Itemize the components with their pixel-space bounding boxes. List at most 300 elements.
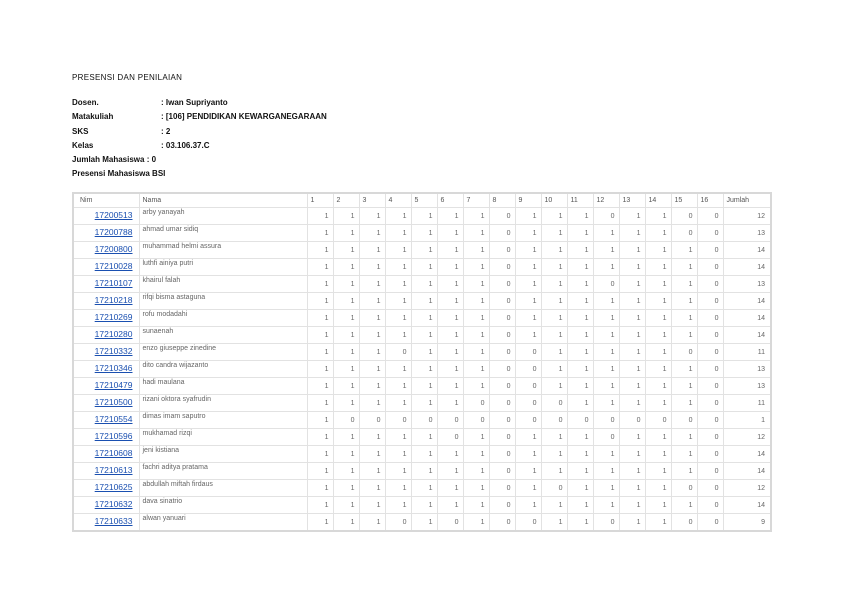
attendance-cell: 1 [541, 259, 567, 276]
kelas-row [72, 139, 327, 153]
attendance-cell: 1 [307, 412, 333, 429]
nim-cell [73, 429, 139, 446]
attendance-cell: 0 [697, 446, 723, 463]
nim-link[interactable]: 17210625 [94, 482, 133, 492]
nim-link[interactable]: 17210632 [94, 499, 133, 509]
attendance-cell: 1 [541, 463, 567, 480]
nim-link[interactable]: 17210028 [94, 261, 133, 271]
table-row [73, 208, 771, 225]
attendance-cell: 1 [411, 514, 437, 532]
attendance-cell: 1 [619, 497, 645, 514]
attendance-cell: 1 [307, 327, 333, 344]
attendance-cell: 1 [541, 361, 567, 378]
nama-cell: rizani oktora syafrudin [139, 395, 307, 412]
attendance-cell: 1 [437, 242, 463, 259]
column-header: Nim [73, 193, 139, 208]
attendance-cell: 1 [645, 514, 671, 532]
attendance-cell: 1 [437, 378, 463, 395]
attendance-cell: 1 [359, 514, 385, 532]
attendance-cell: 0 [697, 514, 723, 532]
attendance-cell: 1 [671, 276, 697, 293]
attendance-cell: 1 [437, 293, 463, 310]
attendance-cell: 1 [359, 463, 385, 480]
attendance-cell: 1 [645, 242, 671, 259]
attendance-cell: 0 [489, 395, 515, 412]
attendance-cell: 1 [411, 395, 437, 412]
attendance-cell: 1 [307, 361, 333, 378]
nim-link[interactable]: 17210269 [94, 312, 133, 322]
attendance-cell: 1 [619, 446, 645, 463]
nim-cell [73, 208, 139, 225]
kelas-label: Kelas [72, 140, 94, 150]
attendance-cell: 1 [645, 259, 671, 276]
attendance-cell: 0 [489, 446, 515, 463]
attendance-cell: 1 [333, 208, 359, 225]
jumlah-cell: 14 [723, 259, 771, 276]
attendance-cell: 1 [619, 344, 645, 361]
attendance-cell: 1 [411, 429, 437, 446]
attendance-cell: 1 [541, 276, 567, 293]
column-header: 10 [541, 193, 567, 208]
attendance-cell: 0 [489, 344, 515, 361]
nim-cell [73, 497, 139, 514]
attendance-cell: 1 [307, 463, 333, 480]
attendance-cell: 0 [593, 412, 619, 429]
course-info [72, 96, 327, 182]
nim-link[interactable]: 17210332 [94, 346, 133, 356]
attendance-cell: 0 [697, 429, 723, 446]
attendance-cell: 1 [463, 327, 489, 344]
jumlah-cell: 12 [723, 429, 771, 446]
attendance-cell: 1 [541, 378, 567, 395]
jumlah-cell: 14 [723, 310, 771, 327]
attendance-cell: 1 [515, 327, 541, 344]
attendance-cell: 1 [359, 225, 385, 242]
attendance-cell: 0 [489, 276, 515, 293]
attendance-cell: 0 [515, 361, 541, 378]
page-title: PRESENSI DAN PENILAIAN [72, 73, 183, 82]
table-row [73, 310, 771, 327]
attendance-cell: 1 [593, 259, 619, 276]
sks-value: : 2 [161, 126, 171, 136]
attendance-cell: 1 [671, 378, 697, 395]
attendance-cell: 1 [411, 225, 437, 242]
attendance-cell: 1 [567, 378, 593, 395]
attendance-cell: 1 [463, 344, 489, 361]
attendance-cell: 0 [697, 293, 723, 310]
nama-cell: rofu modadahi [139, 310, 307, 327]
attendance-cell: 0 [671, 480, 697, 497]
attendance-cell: 0 [541, 412, 567, 429]
attendance-cell: 1 [645, 327, 671, 344]
attendance-cell: 1 [645, 276, 671, 293]
attendance-cell: 1 [411, 361, 437, 378]
attendance-cell: 0 [671, 208, 697, 225]
nim-link[interactable]: 17210280 [94, 329, 133, 339]
nim-link[interactable]: 17210218 [94, 295, 133, 305]
attendance-cell: 1 [515, 276, 541, 293]
table-row [73, 293, 771, 310]
attendance-cell: 0 [489, 412, 515, 429]
attendance-cell: 0 [697, 412, 723, 429]
attendance-cell: 1 [567, 225, 593, 242]
attendance-cell: 1 [437, 310, 463, 327]
attendance-cell: 0 [359, 412, 385, 429]
attendance-cell: 1 [385, 276, 411, 293]
attendance-cell: 0 [437, 412, 463, 429]
attendance-cell: 1 [437, 327, 463, 344]
attendance-cell: 1 [515, 208, 541, 225]
nim-link[interactable]: 17210554 [94, 414, 133, 424]
attendance-cell: 0 [697, 327, 723, 344]
attendance-cell: 1 [619, 395, 645, 412]
attendance-cell: 1 [333, 310, 359, 327]
attendance-cell: 1 [567, 327, 593, 344]
jumlah-cell: 13 [723, 361, 771, 378]
attendance-cell: 0 [593, 276, 619, 293]
table-row [73, 259, 771, 276]
attendance-cell: 1 [437, 361, 463, 378]
attendance-cell: 1 [541, 514, 567, 532]
attendance-cell: 1 [437, 395, 463, 412]
attendance-cell: 1 [333, 344, 359, 361]
table-row [73, 242, 771, 259]
attendance-cell: 0 [697, 497, 723, 514]
nim-cell [73, 395, 139, 412]
attendance-cell: 1 [515, 446, 541, 463]
attendance-cell: 1 [463, 293, 489, 310]
attendance-cell: 1 [515, 225, 541, 242]
attendance-cell: 0 [437, 514, 463, 532]
attendance-cell: 0 [489, 514, 515, 532]
attendance-cell: 1 [385, 327, 411, 344]
attendance-cell: 1 [619, 293, 645, 310]
nama-cell: fachri aditya pratama [139, 463, 307, 480]
attendance-cell: 1 [515, 497, 541, 514]
table-row [73, 327, 771, 344]
attendance-cell: 1 [541, 293, 567, 310]
attendance-cell: 1 [463, 276, 489, 293]
dosen-row [72, 96, 327, 110]
attendance-cell: 1 [619, 259, 645, 276]
attendance-cell: 1 [515, 429, 541, 446]
attendance-cell: 1 [645, 344, 671, 361]
attendance-cell: 1 [307, 378, 333, 395]
nim-link[interactable]: 17200800 [94, 244, 133, 254]
attendance-cell: 1 [671, 293, 697, 310]
attendance-cell: 0 [489, 361, 515, 378]
attendance-cell: 0 [489, 293, 515, 310]
attendance-cell: 1 [541, 429, 567, 446]
attendance-cell: 1 [671, 259, 697, 276]
attendance-cell: 1 [411, 208, 437, 225]
column-header: Nama [139, 193, 307, 208]
column-header: 11 [567, 193, 593, 208]
attendance-cell: 1 [541, 446, 567, 463]
jumlah-cell: 13 [723, 378, 771, 395]
attendance-cell: 1 [333, 463, 359, 480]
column-header: 9 [515, 193, 541, 208]
attendance-cell: 1 [307, 344, 333, 361]
attendance-cell: 1 [671, 310, 697, 327]
nim-link[interactable]: 17210596 [94, 431, 133, 441]
attendance-cell: 1 [645, 395, 671, 412]
attendance-cell: 1 [333, 446, 359, 463]
attendance-cell: 1 [645, 446, 671, 463]
attendance-cell: 0 [697, 242, 723, 259]
attendance-cell: 1 [333, 225, 359, 242]
attendance-cell: 1 [567, 259, 593, 276]
attendance-cell: 1 [307, 310, 333, 327]
jumlah-mahasiswa-row [72, 153, 327, 167]
attendance-cell: 0 [697, 395, 723, 412]
attendance-cell: 1 [567, 310, 593, 327]
nim-link[interactable]: 17200788 [94, 227, 133, 237]
attendance-cell: 1 [463, 446, 489, 463]
nim-cell [73, 327, 139, 344]
attendance-cell: 1 [619, 378, 645, 395]
attendance-cell: 1 [463, 497, 489, 514]
nim-link[interactable]: 17210107 [94, 278, 133, 288]
attendance-cell: 0 [333, 412, 359, 429]
attendance-cell: 1 [307, 225, 333, 242]
attendance-cell: 1 [437, 344, 463, 361]
attendance-cell: 1 [437, 497, 463, 514]
attendance-cell: 1 [411, 293, 437, 310]
attendance-cell: 1 [333, 259, 359, 276]
column-header: 2 [333, 193, 359, 208]
attendance-cell: 1 [593, 463, 619, 480]
attendance-cell: 0 [645, 412, 671, 429]
nim-link[interactable]: 17210479 [94, 380, 133, 390]
attendance-cell: 1 [411, 276, 437, 293]
dosen-label: Dosen. [72, 98, 99, 107]
attendance-cell: 1 [385, 395, 411, 412]
attendance-cell: 1 [411, 378, 437, 395]
attendance-cell: 0 [671, 514, 697, 532]
table-body [73, 208, 771, 532]
attendance-cell: 1 [671, 395, 697, 412]
table-row [73, 412, 771, 429]
attendance-cell: 0 [697, 225, 723, 242]
attendance-cell: 1 [463, 378, 489, 395]
attendance-cell: 0 [385, 412, 411, 429]
attendance-cell: 1 [671, 429, 697, 446]
table-row [73, 497, 771, 514]
attendance-cell: 0 [489, 225, 515, 242]
attendance-cell: 0 [541, 480, 567, 497]
attendance-cell: 1 [463, 480, 489, 497]
attendance-cell: 1 [541, 497, 567, 514]
attendance-cell: 1 [385, 225, 411, 242]
attendance-cell: 1 [619, 429, 645, 446]
attendance-cell: 1 [541, 225, 567, 242]
attendance-cell: 1 [671, 242, 697, 259]
attendance-cell: 0 [697, 259, 723, 276]
dosen-value: : Iwan Supriyanto [161, 98, 228, 107]
attendance-cell: 1 [437, 259, 463, 276]
nim-cell [73, 293, 139, 310]
attendance-cell: 0 [515, 412, 541, 429]
table-row [73, 395, 771, 412]
nama-cell: luthfi ainiya putri [139, 259, 307, 276]
table-row [73, 225, 771, 242]
attendance-cell: 1 [593, 361, 619, 378]
nim-link[interactable]: 17200513 [94, 210, 133, 220]
nim-link[interactable]: 17210633 [94, 516, 133, 526]
attendance-cell: 1 [645, 225, 671, 242]
nim-link[interactable]: 17210500 [94, 397, 133, 407]
jumlah-cell: 11 [723, 344, 771, 361]
attendance-cell: 1 [671, 327, 697, 344]
attendance-cell: 1 [463, 463, 489, 480]
attendance-cell: 1 [411, 480, 437, 497]
attendance-cell: 1 [333, 514, 359, 532]
sks-label: SKS [72, 126, 89, 136]
presensi-heading: Presensi Mahasiswa BSI [72, 169, 166, 179]
attendance-cell: 1 [385, 361, 411, 378]
jumlah-cell: 14 [723, 463, 771, 480]
attendance-cell: 0 [411, 412, 437, 429]
attendance-cell: 1 [645, 429, 671, 446]
attendance-cell: 1 [593, 225, 619, 242]
attendance-cell: 1 [307, 276, 333, 293]
attendance-cell: 1 [541, 242, 567, 259]
attendance-cell: 1 [515, 259, 541, 276]
attendance-cell: 1 [645, 208, 671, 225]
attendance-cell: 0 [697, 361, 723, 378]
table-row [73, 344, 771, 361]
attendance-cell: 1 [333, 242, 359, 259]
jumlah-mahasiswa: Jumlah Mahasiswa : 0 [72, 155, 157, 165]
table-row [73, 480, 771, 497]
table-row [73, 378, 771, 395]
attendance-cell: 1 [541, 327, 567, 344]
attendance-cell: 1 [645, 310, 671, 327]
attendance-cell: 1 [619, 225, 645, 242]
attendance-cell: 0 [697, 208, 723, 225]
attendance-cell: 1 [333, 429, 359, 446]
attendance-cell: 1 [411, 259, 437, 276]
attendance-cell: 1 [671, 446, 697, 463]
nim-link[interactable]: 17210613 [94, 465, 133, 475]
attendance-cell: 1 [567, 276, 593, 293]
attendance-cell: 1 [385, 446, 411, 463]
attendance-cell: 0 [385, 514, 411, 532]
attendance-cell: 1 [359, 208, 385, 225]
attendance-cell: 0 [567, 412, 593, 429]
attendance-cell: 0 [489, 463, 515, 480]
attendance-cell: 1 [385, 310, 411, 327]
attendance-cell: 0 [593, 514, 619, 532]
attendance-cell: 1 [463, 310, 489, 327]
attendance-cell: 0 [515, 514, 541, 532]
column-header: 6 [437, 193, 463, 208]
attendance-cell: 1 [593, 310, 619, 327]
attendance-cell: 1 [437, 276, 463, 293]
attendance-cell: 1 [385, 378, 411, 395]
attendance-cell: 1 [359, 480, 385, 497]
attendance-cell: 0 [697, 463, 723, 480]
jumlah-cell: 14 [723, 327, 771, 344]
attendance-cell: 1 [411, 242, 437, 259]
nama-cell: ahmad umar sidiq [139, 225, 307, 242]
attendance-cell: 1 [541, 208, 567, 225]
attendance-cell: 1 [619, 310, 645, 327]
nim-cell [73, 276, 139, 293]
attendance-cell: 1 [567, 463, 593, 480]
nim-link[interactable]: 17210346 [94, 363, 133, 373]
nim-cell [73, 378, 139, 395]
attendance-cell: 1 [567, 242, 593, 259]
attendance-cell: 1 [411, 310, 437, 327]
nim-cell [73, 446, 139, 463]
attendance-cell: 1 [567, 361, 593, 378]
attendance-cell: 1 [411, 344, 437, 361]
attendance-cell: 1 [333, 276, 359, 293]
attendance-cell: 1 [619, 514, 645, 532]
attendance-cell: 1 [515, 242, 541, 259]
attendance-cell: 1 [567, 344, 593, 361]
table-row [73, 514, 771, 532]
attendance-cell: 1 [645, 463, 671, 480]
attendance-cell: 1 [645, 361, 671, 378]
nim-cell [73, 242, 139, 259]
matakuliah-row [72, 110, 327, 124]
nama-cell: sunaenah [139, 327, 307, 344]
attendance-cell: 1 [645, 293, 671, 310]
column-header: 1 [307, 193, 333, 208]
attendance-cell: 1 [437, 480, 463, 497]
attendance-cell: 1 [359, 361, 385, 378]
attendance-cell: 1 [333, 480, 359, 497]
nim-link[interactable]: 17210608 [94, 448, 133, 458]
sks-row [72, 125, 327, 139]
attendance-cell: 0 [463, 412, 489, 429]
attendance-cell: 1 [385, 293, 411, 310]
attendance-cell: 0 [515, 344, 541, 361]
nim-cell [73, 225, 139, 242]
nama-cell: abdullah miftah firdaus [139, 480, 307, 497]
attendance-cell: 1 [593, 242, 619, 259]
column-header: 4 [385, 193, 411, 208]
attendance-cell: 1 [359, 446, 385, 463]
jumlah-cell: 14 [723, 446, 771, 463]
attendance-cell: 1 [567, 429, 593, 446]
column-header: 8 [489, 193, 515, 208]
attendance-cell: 0 [489, 497, 515, 514]
attendance-cell: 0 [385, 344, 411, 361]
attendance-cell: 0 [489, 242, 515, 259]
attendance-cell: 1 [411, 446, 437, 463]
attendance-cell: 1 [463, 429, 489, 446]
column-header: Jumlah [723, 193, 771, 208]
table-header-row [73, 193, 771, 208]
attendance-cell: 1 [619, 327, 645, 344]
attendance-cell: 1 [359, 395, 385, 412]
attendance-cell: 0 [697, 344, 723, 361]
attendance-cell: 1 [645, 480, 671, 497]
attendance-cell: 0 [489, 259, 515, 276]
attendance-cell: 1 [307, 480, 333, 497]
attendance-cell: 1 [385, 480, 411, 497]
attendance-cell: 0 [515, 378, 541, 395]
attendance-table [72, 192, 772, 532]
attendance-cell: 1 [359, 242, 385, 259]
nim-cell [73, 480, 139, 497]
attendance-cell: 1 [515, 293, 541, 310]
attendance-cell: 1 [359, 276, 385, 293]
